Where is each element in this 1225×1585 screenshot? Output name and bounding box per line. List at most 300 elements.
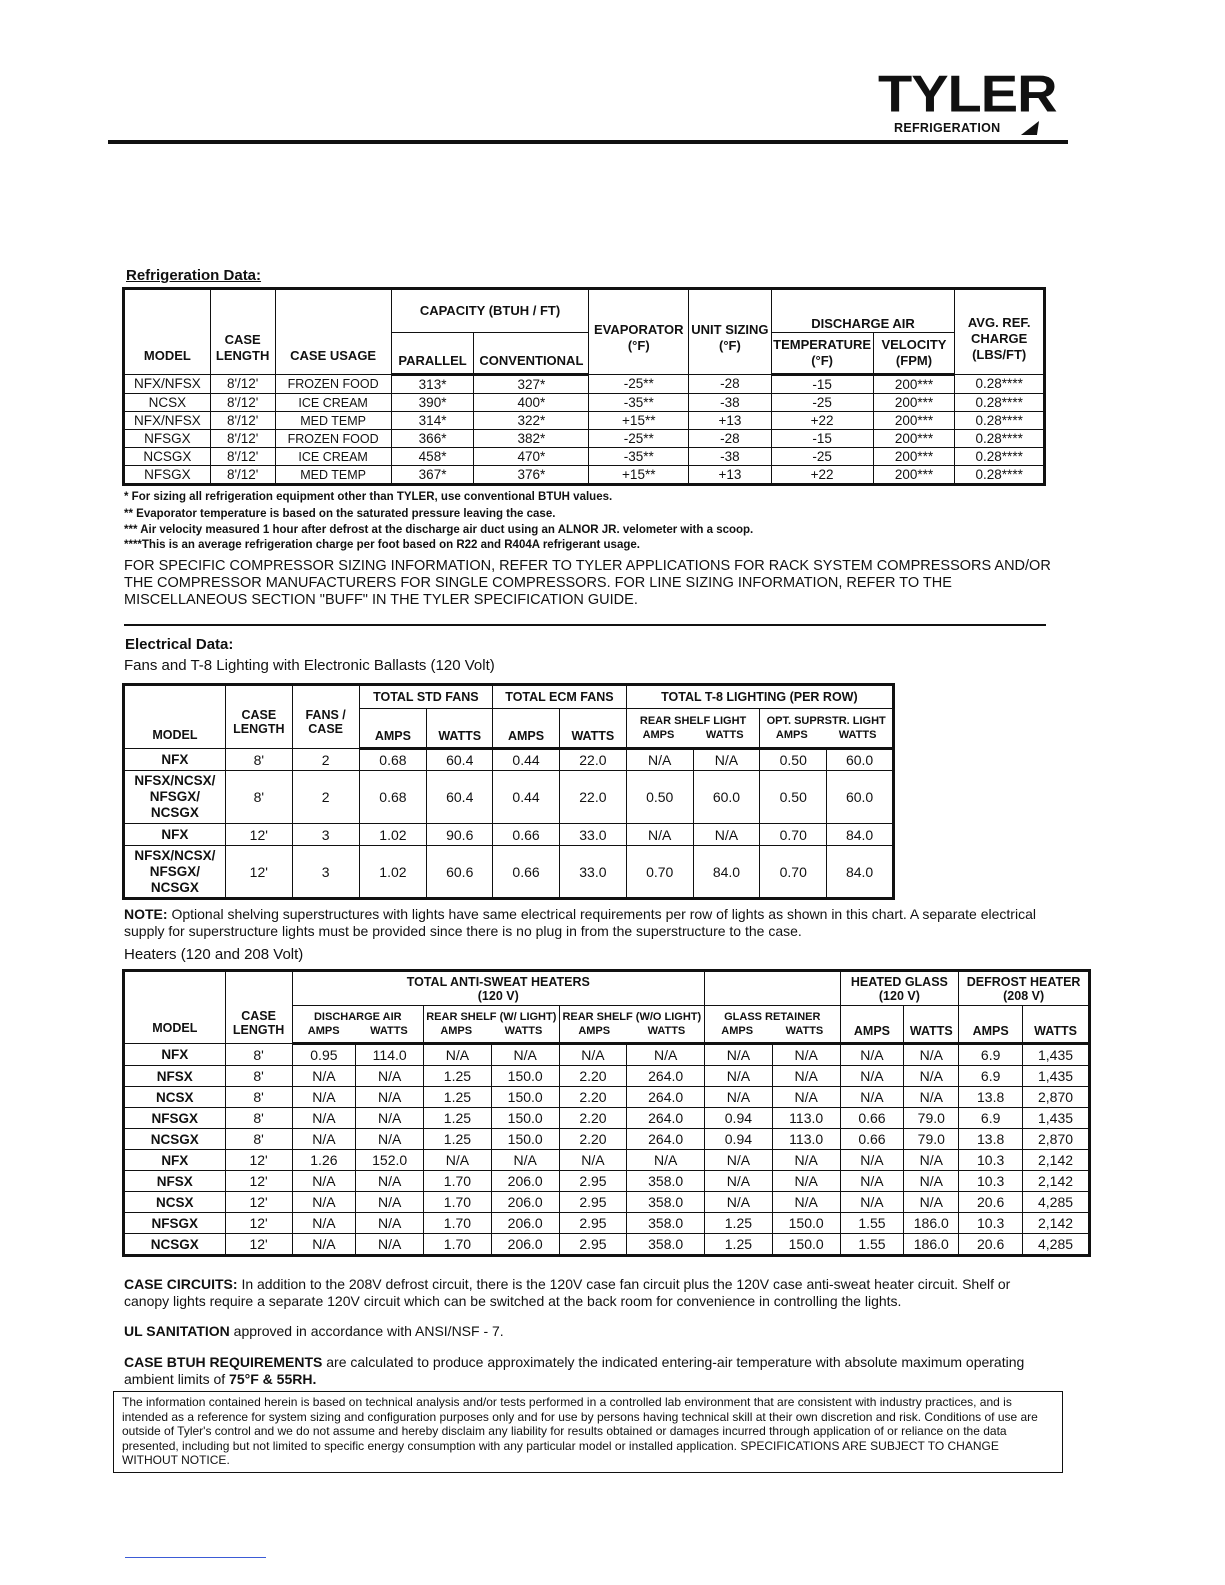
cell: 60.0 [827, 749, 894, 771]
cell: 4,285 [1023, 1192, 1090, 1213]
footer-link-underline[interactable] [125, 1557, 266, 1558]
col-capacity: CAPACITY (BTUH / FT) [391, 289, 589, 333]
rear-shelf-wo-label: REAR SHELF (W/O LIGHT) [562, 1011, 702, 1023]
cell: -25 [771, 448, 873, 466]
cell: 12' [225, 846, 292, 899]
cell: -35** [589, 448, 689, 466]
cell: 2.95 [559, 1171, 627, 1192]
cell: N/A [904, 1192, 959, 1213]
cell: NFSX/NCSX/ NFSGX/ NCSGX [124, 846, 226, 899]
cell: 8'/12' [210, 430, 275, 448]
cell: NFSX [124, 1066, 226, 1087]
cell: MED TEMP [275, 412, 391, 430]
col-watts: WATTS [1023, 1006, 1090, 1044]
cell: N/A [772, 1087, 840, 1108]
cell: NFX [124, 824, 226, 846]
cell: 0.94 [705, 1129, 773, 1150]
cell: -25 [771, 394, 873, 412]
cell: N/A [356, 1129, 424, 1150]
table-row [124, 466, 1045, 485]
refrigeration-table [122, 287, 1046, 486]
cell: 2 [292, 749, 359, 771]
cell: 0.44 [493, 749, 560, 771]
cell: 60.4 [427, 749, 493, 771]
cell: 60.0 [827, 771, 894, 824]
cell: 22.0 [559, 749, 626, 771]
table-row [124, 749, 894, 771]
cell: N/A [292, 1108, 356, 1129]
cell: 1,435 [1023, 1044, 1090, 1066]
cell: NCSGX [124, 1129, 226, 1150]
cell: 200*** [873, 430, 955, 448]
cell: FROZEN FOOD [275, 430, 391, 448]
logo-wordmark: TYLER [878, 64, 1057, 123]
cell: 22.0 [559, 771, 626, 824]
cell: 0.68 [359, 749, 427, 771]
cell: 0.28**** [955, 466, 1045, 485]
cell: N/A [356, 1234, 424, 1256]
cell: +22 [771, 466, 873, 485]
table-row [124, 1044, 1090, 1066]
cell: 12' [225, 1213, 292, 1234]
cell: N/A [627, 1044, 705, 1066]
cell: 2,142 [1023, 1150, 1090, 1171]
col-heated-glass [840, 971, 959, 1006]
cell: 150.0 [491, 1108, 559, 1129]
cell: N/A [292, 1087, 356, 1108]
cell: N/A [626, 824, 693, 846]
col-conventional: CONVENTIONAL [474, 333, 589, 375]
table-row [124, 1192, 1090, 1213]
footnote: ** Evaporator temperature is based on the saturated pressure leaving the case. [124, 508, 556, 520]
cell: 10.3 [959, 1213, 1023, 1234]
cell: N/A [693, 824, 760, 846]
cell: 8' [225, 1044, 292, 1066]
cell: +13 [689, 466, 771, 485]
cell: 20.6 [959, 1234, 1023, 1256]
cell: 0.94 [705, 1108, 773, 1129]
cell: NFSX [124, 1171, 226, 1192]
col-unit-sizing: UNIT SIZING (°F) [689, 289, 771, 375]
cell: N/A [904, 1150, 959, 1171]
note-text: Optional shelving superstructures with lights have same electrical requirements per row of lights as shown in this chart. A separate electrical supply for superstructure lights must be provided since there is no plug in from the superstructure to the case. [124, 906, 1036, 939]
tyler-logo [878, 64, 1068, 138]
cell: 20.6 [959, 1192, 1023, 1213]
cell: 2.95 [559, 1234, 627, 1256]
col-ecm-fans: TOTAL ECM FANS [493, 685, 627, 709]
cell: 79.0 [904, 1129, 959, 1150]
cell: 2.95 [559, 1213, 627, 1234]
cell: N/A [559, 1044, 627, 1066]
cell: 12' [225, 824, 292, 846]
cell: 313* [391, 375, 474, 394]
cell: N/A [292, 1129, 356, 1150]
cell: 0.28**** [955, 430, 1045, 448]
cell: N/A [904, 1066, 959, 1087]
footnote: * For sizing all refrigeration equipment other than TYLER, use conventional BTUH values. [124, 491, 613, 503]
col-amps: AMPS [959, 1006, 1023, 1044]
col-defrost-heater [959, 971, 1090, 1006]
cell: 376* [474, 466, 589, 485]
sub-amps: AMPS [307, 1025, 340, 1037]
table-row [124, 1150, 1090, 1171]
opt-suprstr-label: OPT. SUPRSTR. LIGHT [766, 715, 886, 727]
cell: 2.20 [559, 1066, 627, 1087]
electrical-heading: Electrical Data: [125, 636, 234, 653]
cell: 6.9 [959, 1066, 1023, 1087]
cell: +22 [771, 412, 873, 430]
cell: 2.20 [559, 1108, 627, 1129]
cell: 327* [474, 375, 589, 394]
cell: 84.0 [693, 846, 760, 899]
cell: -38 [689, 394, 771, 412]
cell: 8'/12' [210, 394, 275, 412]
cell: 1.55 [840, 1213, 904, 1234]
cell: 8' [225, 749, 292, 771]
heated-glass-label: HEATED GLASS [850, 974, 948, 989]
cell: N/A [356, 1213, 424, 1234]
cell: 0.95 [292, 1044, 356, 1066]
cell: N/A [356, 1108, 424, 1129]
cell: 150.0 [491, 1129, 559, 1150]
cell: -28 [689, 375, 771, 394]
cell: NFSX/NCSX/ NFSGX/ NCSGX [124, 771, 226, 824]
footnote: ****This is an average refrigeration charge per foot based on R22 and R404A refrigerant usage. [124, 539, 640, 551]
cell: FROZEN FOOD [275, 375, 391, 394]
cell: +15** [589, 466, 689, 485]
header-rule [108, 140, 1068, 144]
table-row [124, 448, 1045, 466]
cell: 8' [225, 1066, 292, 1087]
heated-glass-volt: (120 V) [878, 988, 920, 1003]
table-row [124, 1087, 1090, 1108]
cell: 0.28**** [955, 448, 1045, 466]
cell: 0.70 [760, 824, 827, 846]
cell: 200*** [873, 375, 955, 394]
cell: 8'/12' [210, 375, 275, 394]
cell: ICE CREAM [275, 394, 391, 412]
sub-watts: WATTS [647, 1025, 686, 1037]
cell: 84.0 [827, 846, 894, 899]
cell: N/A [356, 1087, 424, 1108]
table-row [124, 846, 894, 899]
rear-shelf-label: REAR SHELF LIGHT [639, 715, 747, 727]
col-std-fans: TOTAL STD FANS [359, 685, 493, 709]
cell: 150.0 [491, 1087, 559, 1108]
cell: 84.0 [827, 824, 894, 846]
col-opt-suprstr-light [760, 709, 894, 749]
table-row [124, 412, 1045, 430]
cell: N/A [772, 1150, 840, 1171]
cell: -15 [771, 430, 873, 448]
table-row [124, 1108, 1090, 1129]
cell: 0.44 [493, 771, 560, 824]
col-velocity: VELOCITY (FPM) [873, 333, 955, 375]
cell: 358.0 [627, 1234, 705, 1256]
cell: N/A [356, 1192, 424, 1213]
section-divider [124, 624, 1046, 626]
cell: -38 [689, 448, 771, 466]
btuh-text: are calculated to produce approximately the indicated entering-air temperature with absolute maximum operating ambient limits of [124, 1354, 1025, 1387]
cell: 470* [474, 448, 589, 466]
col-case-length: CASE LENGTH [225, 971, 292, 1044]
cell: N/A [356, 1066, 424, 1087]
cell: 2,870 [1023, 1129, 1090, 1150]
cell: 1,435 [1023, 1108, 1090, 1129]
cell: 12' [225, 1234, 292, 1256]
cell: 1.55 [840, 1234, 904, 1256]
cell: NFX [124, 1150, 226, 1171]
table-row [124, 375, 1045, 394]
col-amps: AMPS [359, 709, 427, 749]
col-rear-shelf-wo-light [559, 1006, 704, 1044]
cell: N/A [559, 1150, 627, 1171]
cell: 206.0 [491, 1192, 559, 1213]
cell: 1.25 [424, 1129, 492, 1150]
cell: N/A [904, 1044, 959, 1066]
col-evaporator: EVAPORATOR (°F) [589, 289, 689, 375]
cell: -25** [589, 375, 689, 394]
cell: 200*** [873, 466, 955, 485]
sub-watts: WATTS [838, 729, 877, 741]
cell: N/A [772, 1192, 840, 1213]
cell: NCSX [124, 1087, 226, 1108]
anti-sweat-volt: (120 V) [477, 988, 519, 1003]
electrical-note [124, 906, 1054, 940]
cell: 33.0 [559, 824, 626, 846]
cell: 150.0 [772, 1213, 840, 1234]
case-circuits-text: In addition to the 208V defrost circuit, there is the 120V case fan circuit plus the 120V case anti-sweat heater circuit. Shelf or canopy lights require a separate 120V circuit which can be switched at the back room for convenience in controlling the lights. [124, 1276, 1011, 1309]
cell: 0.68 [359, 771, 427, 824]
cell: N/A [292, 1171, 356, 1192]
sub-amps: AMPS [775, 729, 808, 741]
cell: 2 [292, 771, 359, 824]
cell: 60.4 [427, 771, 493, 824]
table-row [124, 1171, 1090, 1192]
defrost-volt: (208 V) [1003, 988, 1045, 1003]
cell: NCSX [124, 394, 211, 412]
glass-retainer-label: GLASS RETAINER [724, 1011, 821, 1023]
col-avg-ref: AVG. REF. CHARGE (LBS/FT) [955, 289, 1045, 375]
cell: 1.02 [359, 824, 427, 846]
cell: 0.66 [493, 846, 560, 899]
table-row [124, 394, 1045, 412]
cell: +15** [589, 412, 689, 430]
cell: 0.28**** [955, 394, 1045, 412]
cell: N/A [292, 1192, 356, 1213]
btuh-paragraph [124, 1354, 1054, 1388]
note-label: NOTE: [124, 906, 168, 922]
col-model: MODEL [124, 685, 226, 749]
cell: 314* [391, 412, 474, 430]
cell: 1.25 [424, 1108, 492, 1129]
sub-amps: AMPS [642, 729, 675, 741]
cell: NFX/NFSX [124, 375, 211, 394]
logo-wedge-icon [1021, 121, 1045, 135]
col-case-usage: CASE USAGE [275, 289, 391, 375]
cell: 4,285 [1023, 1234, 1090, 1256]
col-glass-retainer [705, 1006, 841, 1044]
sub-amps: AMPS [578, 1025, 611, 1037]
cell: 0.50 [626, 771, 693, 824]
col-t8-lighting: TOTAL T-8 LIGHTING (PER ROW) [626, 685, 893, 709]
cell: 1.25 [705, 1213, 773, 1234]
cell: 358.0 [627, 1213, 705, 1234]
rear-shelf-w-label: REAR SHELF (W/ LIGHT) [426, 1011, 557, 1023]
col-discharge-air [292, 1006, 424, 1044]
cell: 33.0 [559, 846, 626, 899]
cell: 2.20 [559, 1129, 627, 1150]
col-watts: WATTS [427, 709, 493, 749]
cell: 114.0 [356, 1044, 424, 1066]
cell: -35** [589, 394, 689, 412]
col-rear-shelf-light [626, 709, 760, 749]
cell: 3 [292, 824, 359, 846]
cell: 150.0 [491, 1066, 559, 1087]
col-model: MODEL [124, 971, 226, 1044]
cell: N/A [705, 1150, 773, 1171]
cell: 1.25 [424, 1066, 492, 1087]
cell: NFSGX [124, 430, 211, 448]
sub-watts: WATTS [705, 729, 744, 741]
cell: N/A [840, 1044, 904, 1066]
cell: 8'/12' [210, 448, 275, 466]
cell: N/A [840, 1171, 904, 1192]
cell: 1.25 [424, 1087, 492, 1108]
cell: 206.0 [491, 1171, 559, 1192]
cell: 3 [292, 846, 359, 899]
heaters-table [122, 969, 1091, 1257]
table-row [124, 1213, 1090, 1234]
cell: 113.0 [772, 1108, 840, 1129]
cell: -25** [589, 430, 689, 448]
cell: 150.0 [772, 1234, 840, 1256]
cell: NFSGX [124, 1108, 226, 1129]
btuh-label: CASE BTUH REQUIREMENTS [124, 1354, 323, 1370]
cell: N/A [904, 1087, 959, 1108]
cell: NCSGX [124, 448, 211, 466]
cell: 200*** [873, 412, 955, 430]
cell: 60.6 [427, 846, 493, 899]
col-case-length: CASE LENGTH [210, 289, 275, 375]
cell: 12' [225, 1150, 292, 1171]
sub-watts: WATTS [504, 1025, 543, 1037]
cell: 186.0 [904, 1234, 959, 1256]
col-watts: WATTS [904, 1006, 959, 1044]
cell: 264.0 [627, 1087, 705, 1108]
cell: 1,435 [1023, 1066, 1090, 1087]
cell: 152.0 [356, 1150, 424, 1171]
col-temperature: TEMPERATURE (°F) [771, 333, 873, 375]
cell: N/A [705, 1171, 773, 1192]
cell: 366* [391, 430, 474, 448]
cell: +13 [689, 412, 771, 430]
cell: 8' [225, 771, 292, 824]
cell: 13.8 [959, 1129, 1023, 1150]
logo-subtitle: REFRIGERATION [894, 121, 1001, 135]
col-glass-retainer-top [705, 971, 841, 1006]
cell: ICE CREAM [275, 448, 391, 466]
cell: N/A [840, 1066, 904, 1087]
cell: 1.70 [424, 1171, 492, 1192]
cell: 79.0 [904, 1108, 959, 1129]
footnote: *** Air velocity measured 1 hour after defrost at the discharge air duct using an ALNOR JR. velometer with a scoop. [124, 524, 754, 536]
cell: NFX/NFSX [124, 412, 211, 430]
cell: N/A [705, 1044, 773, 1066]
cell: N/A [904, 1171, 959, 1192]
cell: N/A [491, 1044, 559, 1066]
col-watts: WATTS [559, 709, 626, 749]
cell: -15 [771, 375, 873, 394]
fans-lighting-subheading: Fans and T-8 Lighting with Electronic Ballasts (120 Volt) [124, 657, 495, 674]
compressor-sizing-paragraph: FOR SPECIFIC COMPRESSOR SIZING INFORMATION, REFER TO TYLER APPLICATIONS FOR RACK SYSTEM COMPRESSORS AND/OR THE COMPRESSOR MANUFACTURERS FOR SINGLE COMPRESSORS. FOR LINE SIZING INFORMATION, REFER TO THE MISCELLANEOUS SECTION "BUFF" IN THE TYLER SPECIFICATION GUIDE. [124, 558, 1051, 608]
cell: 0.28**** [955, 412, 1045, 430]
cell: 12' [225, 1192, 292, 1213]
cell: N/A [705, 1087, 773, 1108]
cell: NCSGX [124, 1234, 226, 1256]
table-row [124, 430, 1045, 448]
cell: 2,142 [1023, 1171, 1090, 1192]
table-row [124, 1066, 1090, 1087]
sub-watts: WATTS [785, 1025, 824, 1037]
col-model: MODEL [124, 289, 211, 375]
cell: -28 [689, 430, 771, 448]
disclaimer-box: The information contained herein is based on technical analysis and/or tests performed in a controlled lab environment that are consistent with industry practices, and is intended as a reference for system sizing and configuration purposes only and for use by persons having technical skill at their own discretion and risk. Conditions of use are outside of Tyler's control and we do not assume and hereby disclaim any liability for results obtained or damages incurred through application of or reliance on the data presented, including but not limited to specific energy consumption with any particular model or installed application. SPECIFICATIONS ARE SUBJECT TO CHANGE WITHOUT NOTICE. [113, 1391, 1063, 1473]
table-row [124, 771, 894, 824]
cell: N/A [424, 1044, 492, 1066]
electrical-table [122, 683, 895, 900]
cell: N/A [840, 1087, 904, 1108]
cell: 60.0 [693, 771, 760, 824]
cell: 8' [225, 1108, 292, 1129]
cell: 0.66 [840, 1129, 904, 1150]
cell: 200*** [873, 394, 955, 412]
cell: 8'/12' [210, 466, 275, 485]
cell: 206.0 [491, 1234, 559, 1256]
cell: N/A [772, 1066, 840, 1087]
cell: 382* [474, 430, 589, 448]
cell: 264.0 [627, 1108, 705, 1129]
ul-sanitation-text: approved in accordance with ANSI/NSF - 7. [233, 1323, 504, 1339]
cell: NFSGX [124, 466, 211, 485]
cell: 264.0 [627, 1129, 705, 1150]
cell: 0.70 [760, 846, 827, 899]
cell: 0.66 [840, 1108, 904, 1129]
cell: 1.02 [359, 846, 427, 899]
discharge-air-label: DISCHARGE AIR [313, 1011, 402, 1023]
cell: N/A [840, 1150, 904, 1171]
cell: NCSX [124, 1192, 226, 1213]
cell: 6.9 [959, 1108, 1023, 1129]
col-fans-case: FANS / CASE [292, 685, 359, 749]
cell: 0.66 [493, 824, 560, 846]
cell: MED TEMP [275, 466, 391, 485]
cell: 1.70 [424, 1213, 492, 1234]
col-case-length: CASE LENGTH [225, 685, 292, 749]
table-row [124, 1129, 1090, 1150]
cell: 206.0 [491, 1213, 559, 1234]
cell: NFSGX [124, 1213, 226, 1234]
cell: N/A [772, 1171, 840, 1192]
btuh-limits: 75°F & 55RH. [229, 1371, 317, 1387]
cell: 0.28**** [955, 375, 1045, 394]
cell: N/A [705, 1192, 773, 1213]
col-discharge-air: DISCHARGE AIR [771, 289, 955, 333]
cell: 1.25 [705, 1234, 773, 1256]
cell: 90.6 [427, 824, 493, 846]
cell: N/A [292, 1234, 356, 1256]
cell: 1.26 [292, 1150, 356, 1171]
